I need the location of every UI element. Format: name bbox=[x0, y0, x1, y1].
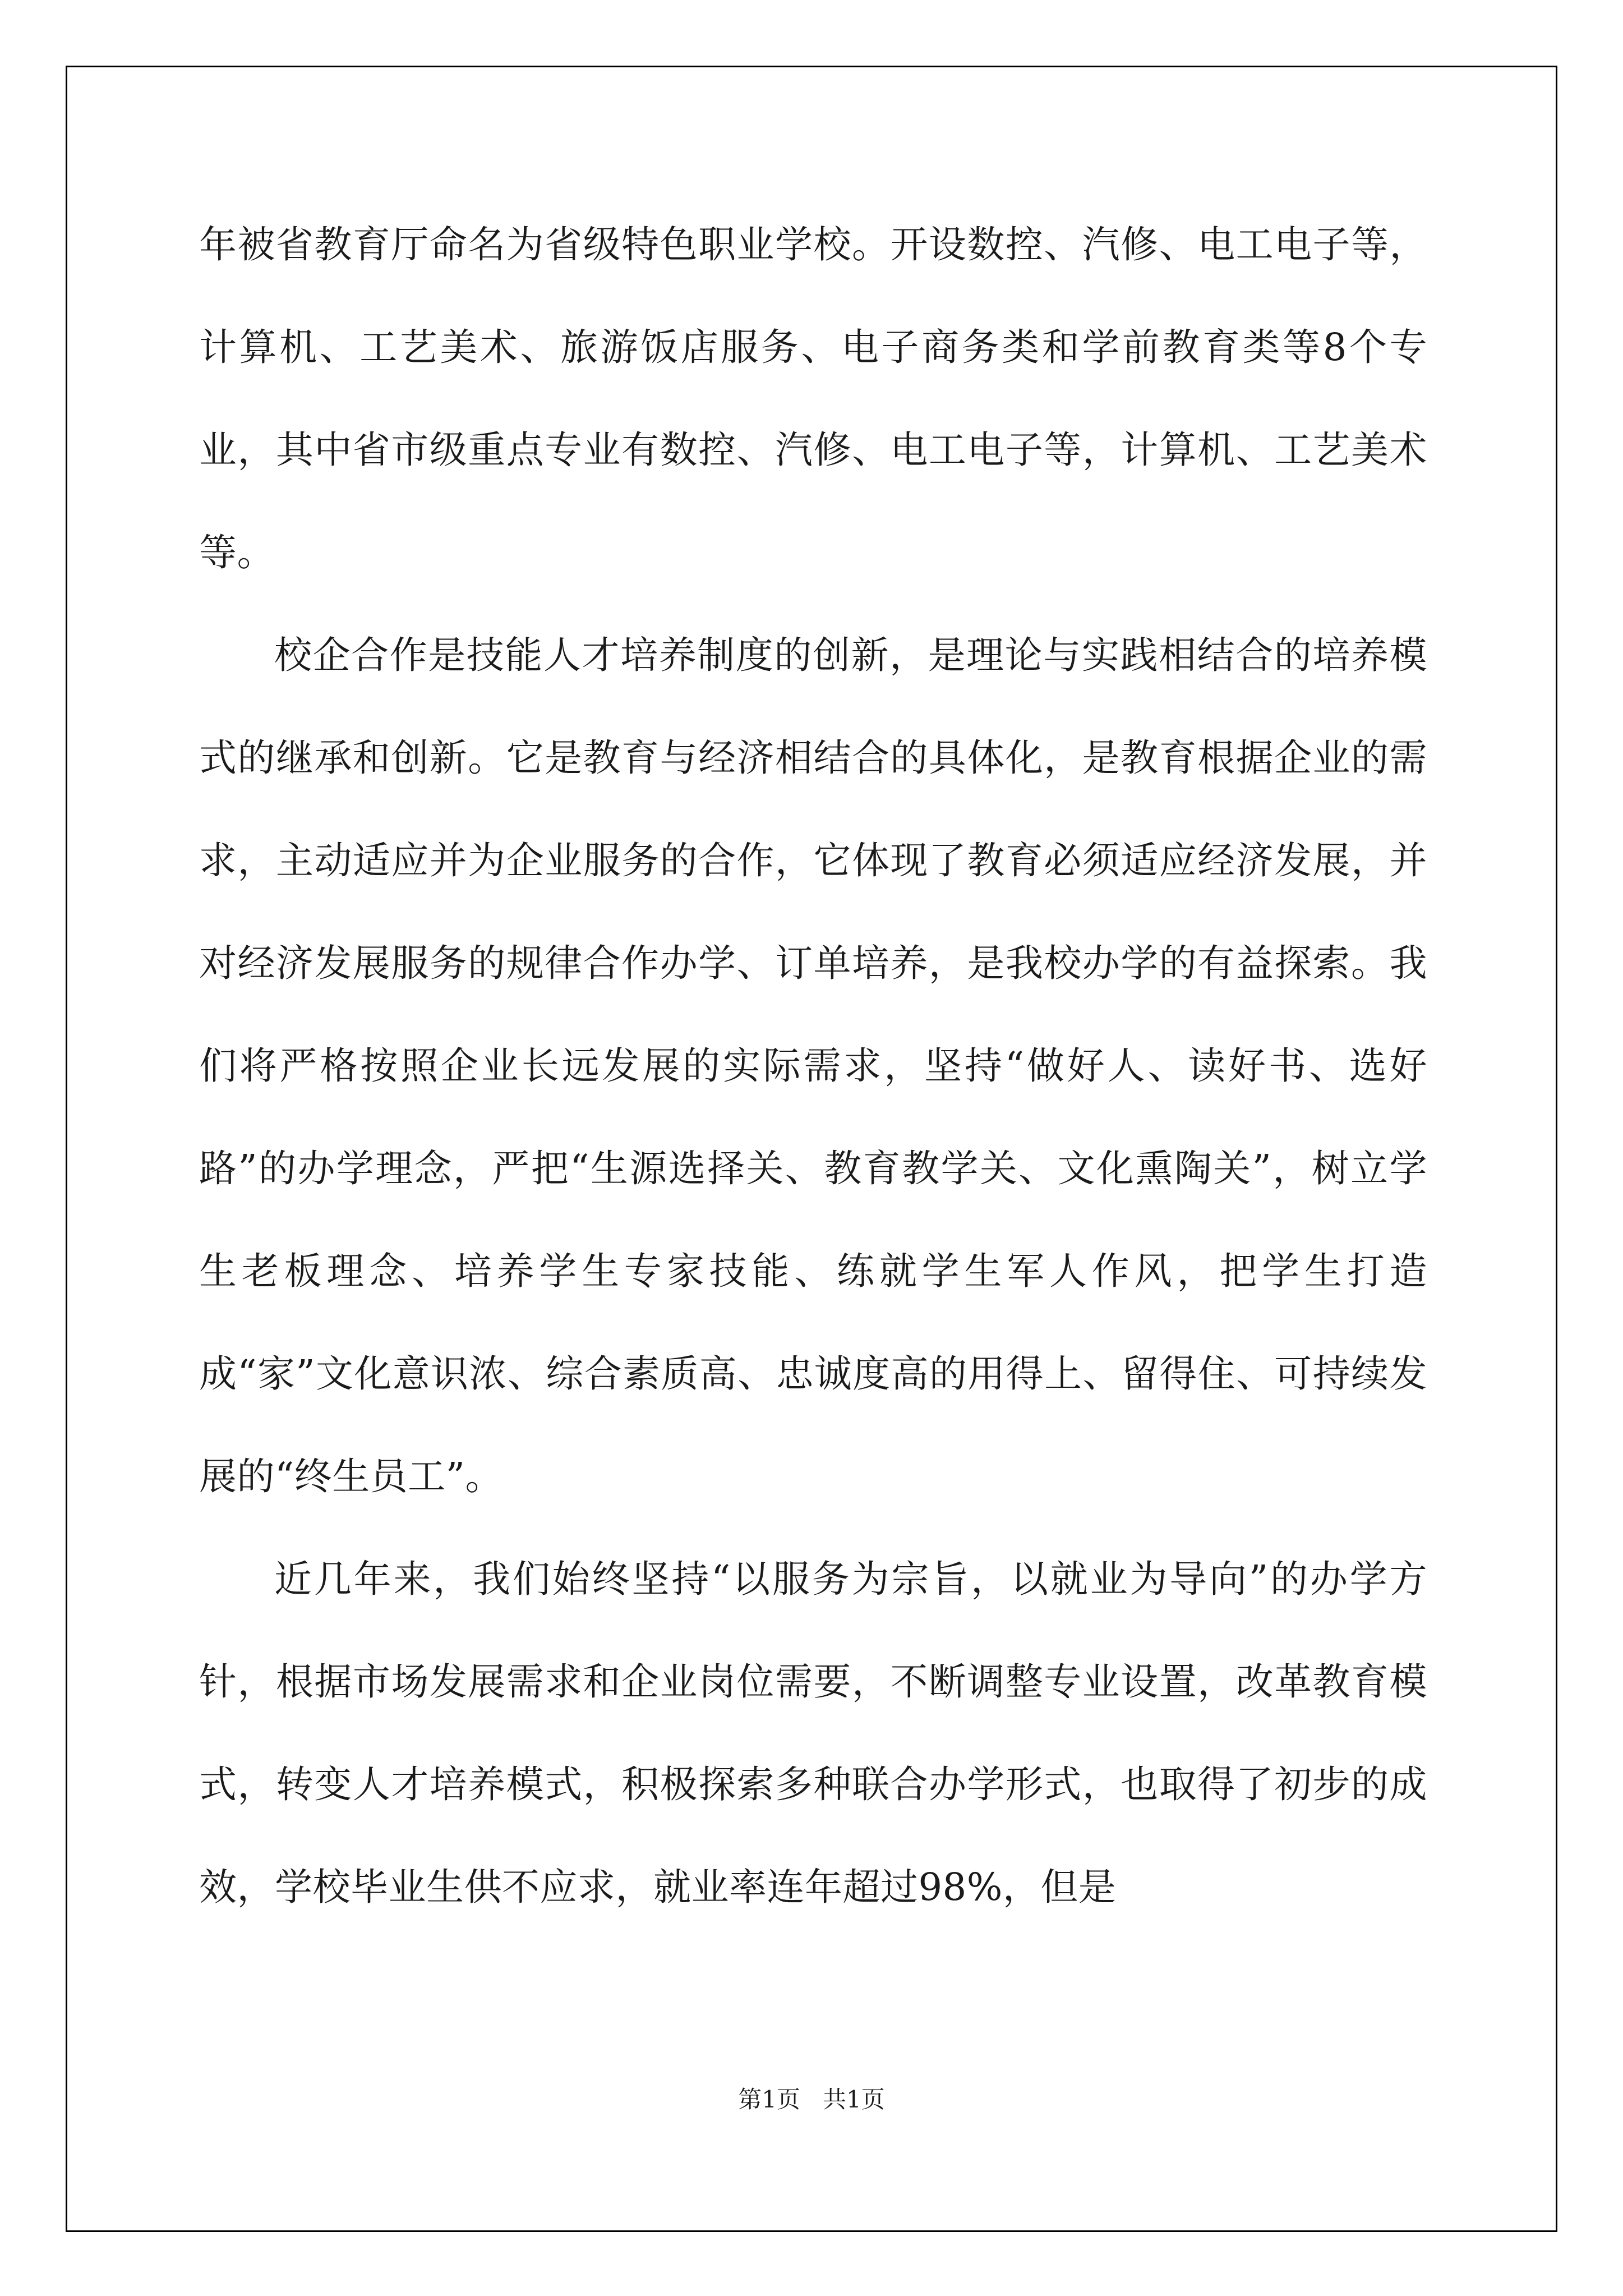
document-body bbox=[199, 194, 1427, 1939]
page-footer: 第1页 共1页 bbox=[738, 2086, 885, 2113]
paragraph-2: 校企合作是技能人才培养制度的创新，是理论与实践相结合的培养模式的继承和创新。它是教育与经济相结合的具体化，是教育根据企业的需求，主动适应并为企业服务的合作，它体现了教育必须适应经济发展，并对经济发展服务的规律合作办学、订单培养，是我校办学的有益探索。我们将严格按照企业长远发展的实际需求，坚持“做好人、读好书、选好路”的办学理念，严把“生源选择关、教育教学关、文化熏陶关”，树立学生老板理念、培养学生专家技能、练就学生军人作风，把学生打造成“家”文化意识浓、综合素质高、忠诚度高的用得上、留得住、可持续发展的“终生员工”。 bbox=[199, 633, 1427, 1498]
paragraph-3: 近几年来，我们始终坚持“以服务为宗旨，以就业为导向”的办学方针，根据市场发展需求和企业岗位需要，不断调整专业设置，改革教育模式，转变人才培养模式，积极探索多种联合办学形式，也取得了初步的成效，学校毕业生供不应求，就业率连年超过98%，但是 bbox=[199, 1557, 1427, 1909]
paragraph-1: 年被省教育厅命名为省级特色职业学校。开设数控、汽修、电工电子等，计算机、工艺美术、旅游饭店服务、电子商务类和学前教育类等8个专业，其中省市级重点专业有数控、汽修、电工电子等，计算机、工艺美术等。 bbox=[199, 223, 1427, 574]
